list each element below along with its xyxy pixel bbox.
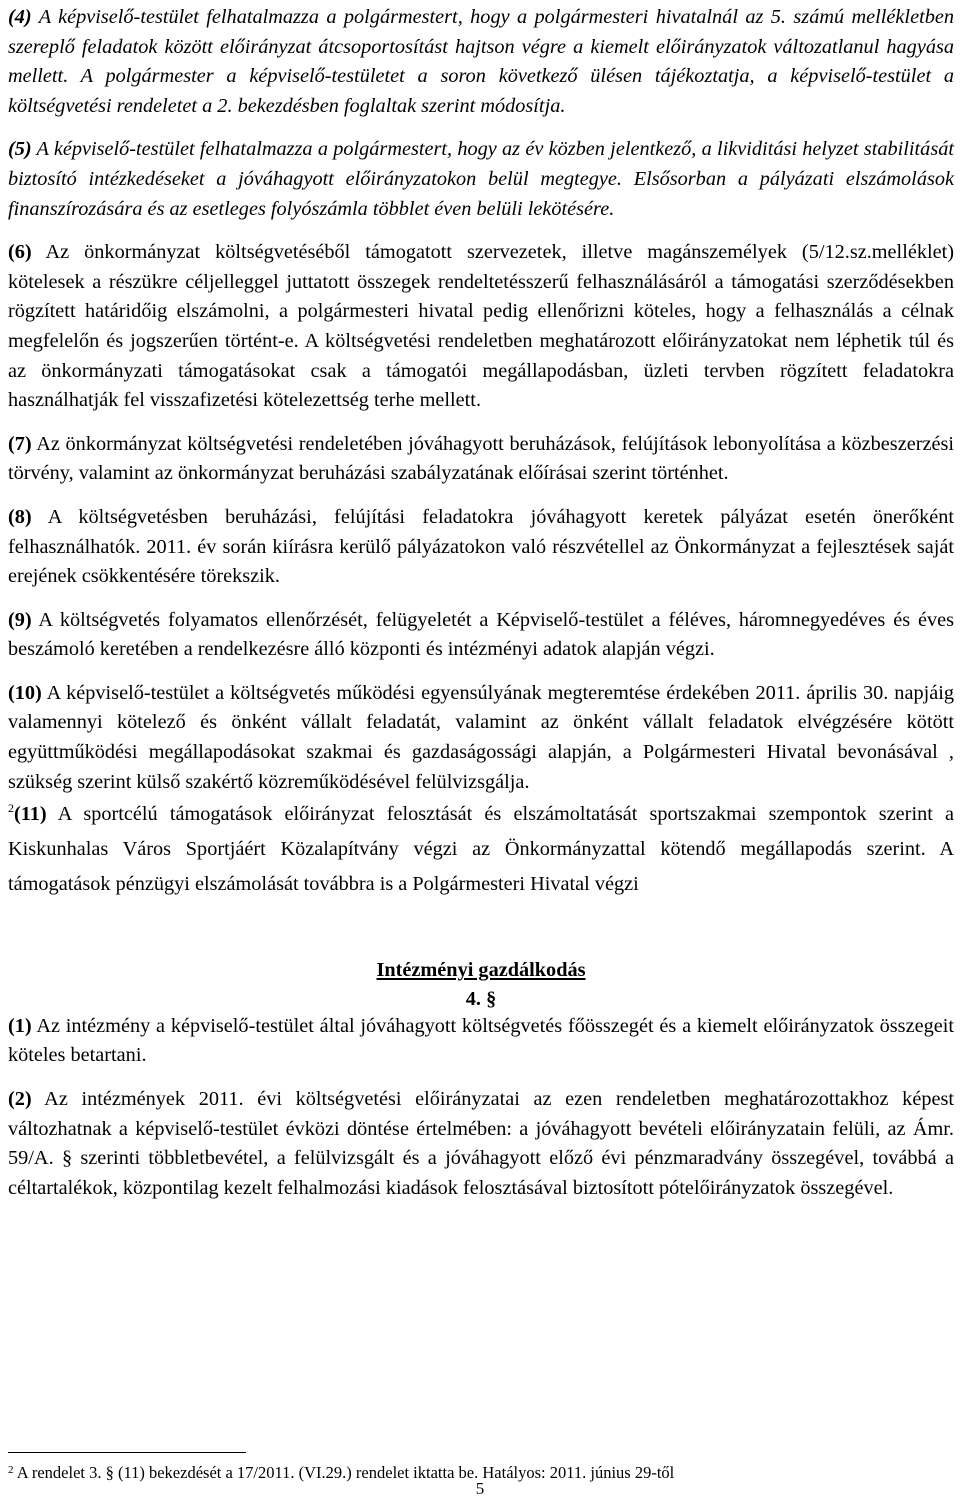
- paragraph-number: (9): [8, 608, 32, 631]
- paragraph-4: [8, 3, 954, 121]
- paragraph-text: A képviselő-testület felhatalmazza a polgármestert, hogy az év közben jelentkező, a likviditási helyzet stabilitását biztosító intézkedéseket a jóváhagyott előirányzatokon belül megtegye. Elsősorban a pályázati elszámolások finanszírozására és az esetleges folyószámla többlet éven belüli lekötésére.: [8, 138, 954, 220]
- paragraph-text: A költségvetés folyamatos ellenőrzését, felügyeletét a Képviselő-testület a féléves, háromnegyedéves és éves beszámoló keretében a rendelkezésre álló központi és intézményi adatok alapján végzi.: [8, 608, 954, 661]
- paragraph-number: (10): [8, 681, 42, 704]
- paragraph-9: [8, 606, 954, 665]
- paragraph-10: [8, 679, 954, 797]
- paragraph-text: A képviselő-testület a költségvetés működési egyensúlyának megteremtése érdekében 2011. április 30. napjáig valamennyi kötelező és önként vállalt feladatát, valamint az önként vállalt feladatok elvégzésére kötött együttműködési megállapodásokat szakmai és gazdaságossági alapján, a Polgármesteri Hivatal bevonásával , szükség szerint külső szakértő közreműködésével felülvizsgálja.: [8, 681, 954, 793]
- paragraph-7: [8, 430, 954, 489]
- section-number: 4. §: [465, 987, 497, 1010]
- paragraph-number: (6): [8, 241, 32, 264]
- paragraph-number: (8): [8, 505, 32, 528]
- document-page: [8, 0, 954, 1203]
- paragraph-number: (1): [8, 1014, 32, 1037]
- footnote-separator: [8, 1452, 246, 1453]
- paragraph-text: A költségvetésben beruházási, felújítási feladatokra jóváhagyott keretek pályázat esetén önerőként felhasználhatók. 2011. év során kiírásra kerülő pályázatokon való részvétellel az Önkormányzat a fejlesztések saját erejének csökkentésére törekszik.: [8, 505, 954, 588]
- paragraph-text: Az önkormányzat költségvetési rendeletében jóváhagyott beruházások, felújítások lebonyolítása a közbeszerzési törvény, valamint az önkormányzat beruházási szabályzatának előírásai szerint történhet.: [8, 432, 954, 485]
- paragraph-number: (7): [8, 432, 32, 455]
- paragraph-5: [8, 135, 954, 224]
- paragraph-number: (5): [8, 138, 32, 161]
- paragraph-text: Az intézmények 2011. évi költségvetési előirányzatai az ezen rendeletben meghatározottakhoz képest változhatnak a képviselő-testület évközi döntése értelmében: a jóváhagyott bevételi előirányzatain felüli, az Ámr. 59/A. § szerinti többletbevétel, a felülvizsgált és a jóváhagyott előző évi pénzmaradvány összegével, továbbá a céltartalékok, központilag kezelt felhalmozási kiadások felosztásával biztosított pótelőirányzatok összegével.: [8, 1088, 954, 1199]
- section-paragraph-1: [8, 1012, 954, 1071]
- paragraph-6: [8, 238, 954, 416]
- paragraph-number: (4): [8, 6, 32, 28]
- paragraph-text: A sportcélú támogatások előirányzat felosztását és elszámoltatását sportszakmai szempontok szerint a Kiskunhalas Város Sportjáért Közalapítvány végzi az Önkormányzattal kötendő megállapodás szerint. A támogatások pénzügyi elszámolását továbbra is a Polgármesteri Hivatal végzi: [8, 803, 954, 896]
- page-number: 5: [475, 1479, 485, 1498]
- footnote-mark: 2: [8, 1464, 14, 1476]
- paragraph-text: A képviselő-testület felhatalmazza a polgármestert, hogy a polgármesteri hivatalnál az 5. számú mellékletben szereplő feladatok között előirányzat átcsoportosítást hajtson végre a kiemelt előirányzatok változatlanul hagyása mellett. A polgármester a képviselő-testületet a soron következő ülésen tájékoztatja, a képviselő-testület a költségvetési rendeletet a 2. bekezdésben foglaltak szerint módosítja.: [8, 6, 954, 117]
- section-title: Intézményi gazdálkodás: [376, 959, 586, 982]
- footnote-text: A rendelet 3. § (11) bekezdését a 17/2011. (VI.29.) rendelet iktatta be. Hatályos: 2011. június 29-től: [13, 1463, 675, 1482]
- paragraph-text: Az intézmény a képviselő-testület által jóváhagyott költségvetés főösszegét és a kiemelt előirányzatok összegeit köteles betartani.: [8, 1014, 954, 1067]
- footnote-reference[interactable]: 2: [8, 801, 14, 816]
- paragraph-number: (11): [14, 803, 47, 826]
- paragraph-number: (2): [8, 1088, 32, 1111]
- section-paragraph-2: [8, 1085, 954, 1203]
- paragraph-8: [8, 503, 954, 592]
- paragraph-text: Az önkormányzat költségvetéséből támogatott szervezetek, illetve magánszemélyek (5/12.sz.melléklet) kötelesek a részükre céljelleggel juttatott összegek rendeltetésszerű felhasználásáról a támogatási szerződésekben rögzített határidőig elszámolni, a polgármesteri hivatal pedig ellenőrizni köteles, hogy a felhasználás a célnak megfelelőn és jogszerűen történt-e. A költségvetési rendeletben meghatározott előirányzatokat nem léphetik túl és az önkormányzati támogatásokat csak a támogatói megállapodásban, üzleti tervben rögzített feladatokra használhatják fel visszafizetési kötelezettség terhe mellett.: [8, 241, 954, 412]
- paragraph-11: [8, 797, 954, 902]
